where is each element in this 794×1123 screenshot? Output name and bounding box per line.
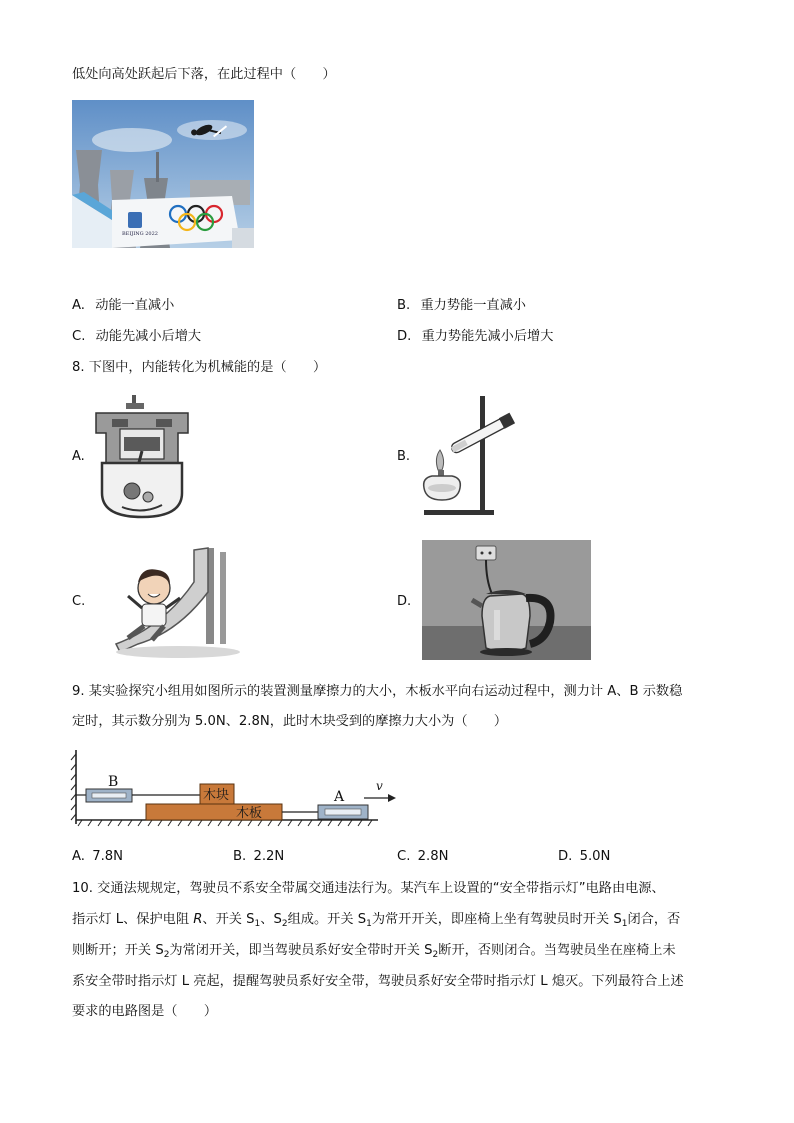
q9-option-d[interactable]: D. 5.0N <box>558 849 611 864</box>
q8-option-a-label[interactable]: A. <box>72 449 85 464</box>
q8-option-b-label[interactable]: B. <box>397 449 411 464</box>
q9-option-a[interactable]: A. 7.8N <box>72 849 124 864</box>
engine-diagram <box>92 393 192 520</box>
q10-line1: 10. 交通法规规定，驾驶员不系安全带属交通违法行为。某汽车上设置的“安全带指示灯”电路由电源、 <box>72 881 665 896</box>
q8-stem: 8. 下图中，内能转化为机械能的是（ ） <box>72 360 327 375</box>
q9-option-c[interactable]: C. 2.8N <box>397 849 449 864</box>
test-tube-heating-diagram <box>418 392 528 519</box>
q10-line5: 要求的电路图是（ ） <box>72 1004 218 1019</box>
q7-stem-tail: 低处向高处跃起后下落，在此过程中（ ） <box>72 67 336 82</box>
q8-option-d-label[interactable]: D. <box>397 594 412 609</box>
q8-option-c-label[interactable]: C. <box>72 594 86 609</box>
q7-option-a[interactable]: A. 动能一直减小 <box>72 298 175 313</box>
wood-board-label: 木板 <box>236 806 263 821</box>
q10-line3: 则断开；开关 $S_2$为常闭开关，即当驾驶员系好安全带时开关 $S_2$断开，否则闭合。当驾驶员坐在座椅上未 <box>72 943 676 960</box>
label-b: B <box>108 774 119 790</box>
slide-child-diagram <box>108 542 243 660</box>
q9-option-b[interactable]: B. 2.2N <box>233 849 285 864</box>
q9-stem-line2: 定时，其示数分别为 5.0N、2.8N，此时木块受到的摩擦力大小为（ ） <box>72 714 508 729</box>
q7-option-b[interactable]: B. 重力势能一直减小 <box>397 298 526 313</box>
friction-apparatus-diagram <box>70 746 400 830</box>
q7-option-c[interactable]: C. 动能先减小后增大 <box>72 329 202 344</box>
q10-line4: 系安全带时指示灯 L 亮起，提醒驾驶员系好安全带，驾驶员系好安全带时指示灯 L 熄灭。下列最符合上述 <box>72 974 684 989</box>
q10-line2: 指示灯 L、保护电阻 R、开关 $S_1$、$S_2$组成。开关 $S_1$为常开开关，即座椅上坐有驾驶员时开关 $S_1$闭合，否 <box>72 912 681 929</box>
label-a: A <box>334 789 345 805</box>
q7-option-d[interactable]: D. 重力势能先减小后增大 <box>397 329 554 344</box>
wood-block-label: 木块 <box>203 788 230 803</box>
ski-jump-photo <box>72 100 254 248</box>
electric-kettle-photo <box>422 540 591 660</box>
q9-stem-line1: 9. 某实验探究小组用如图所示的装置测量摩擦力的大小，木板水平向右运动过程中，测力计 A、B 示数稳 <box>72 684 683 699</box>
label-v: v <box>376 779 383 793</box>
beijing-2022-emblem: BEIJING 2022 <box>122 231 158 237</box>
